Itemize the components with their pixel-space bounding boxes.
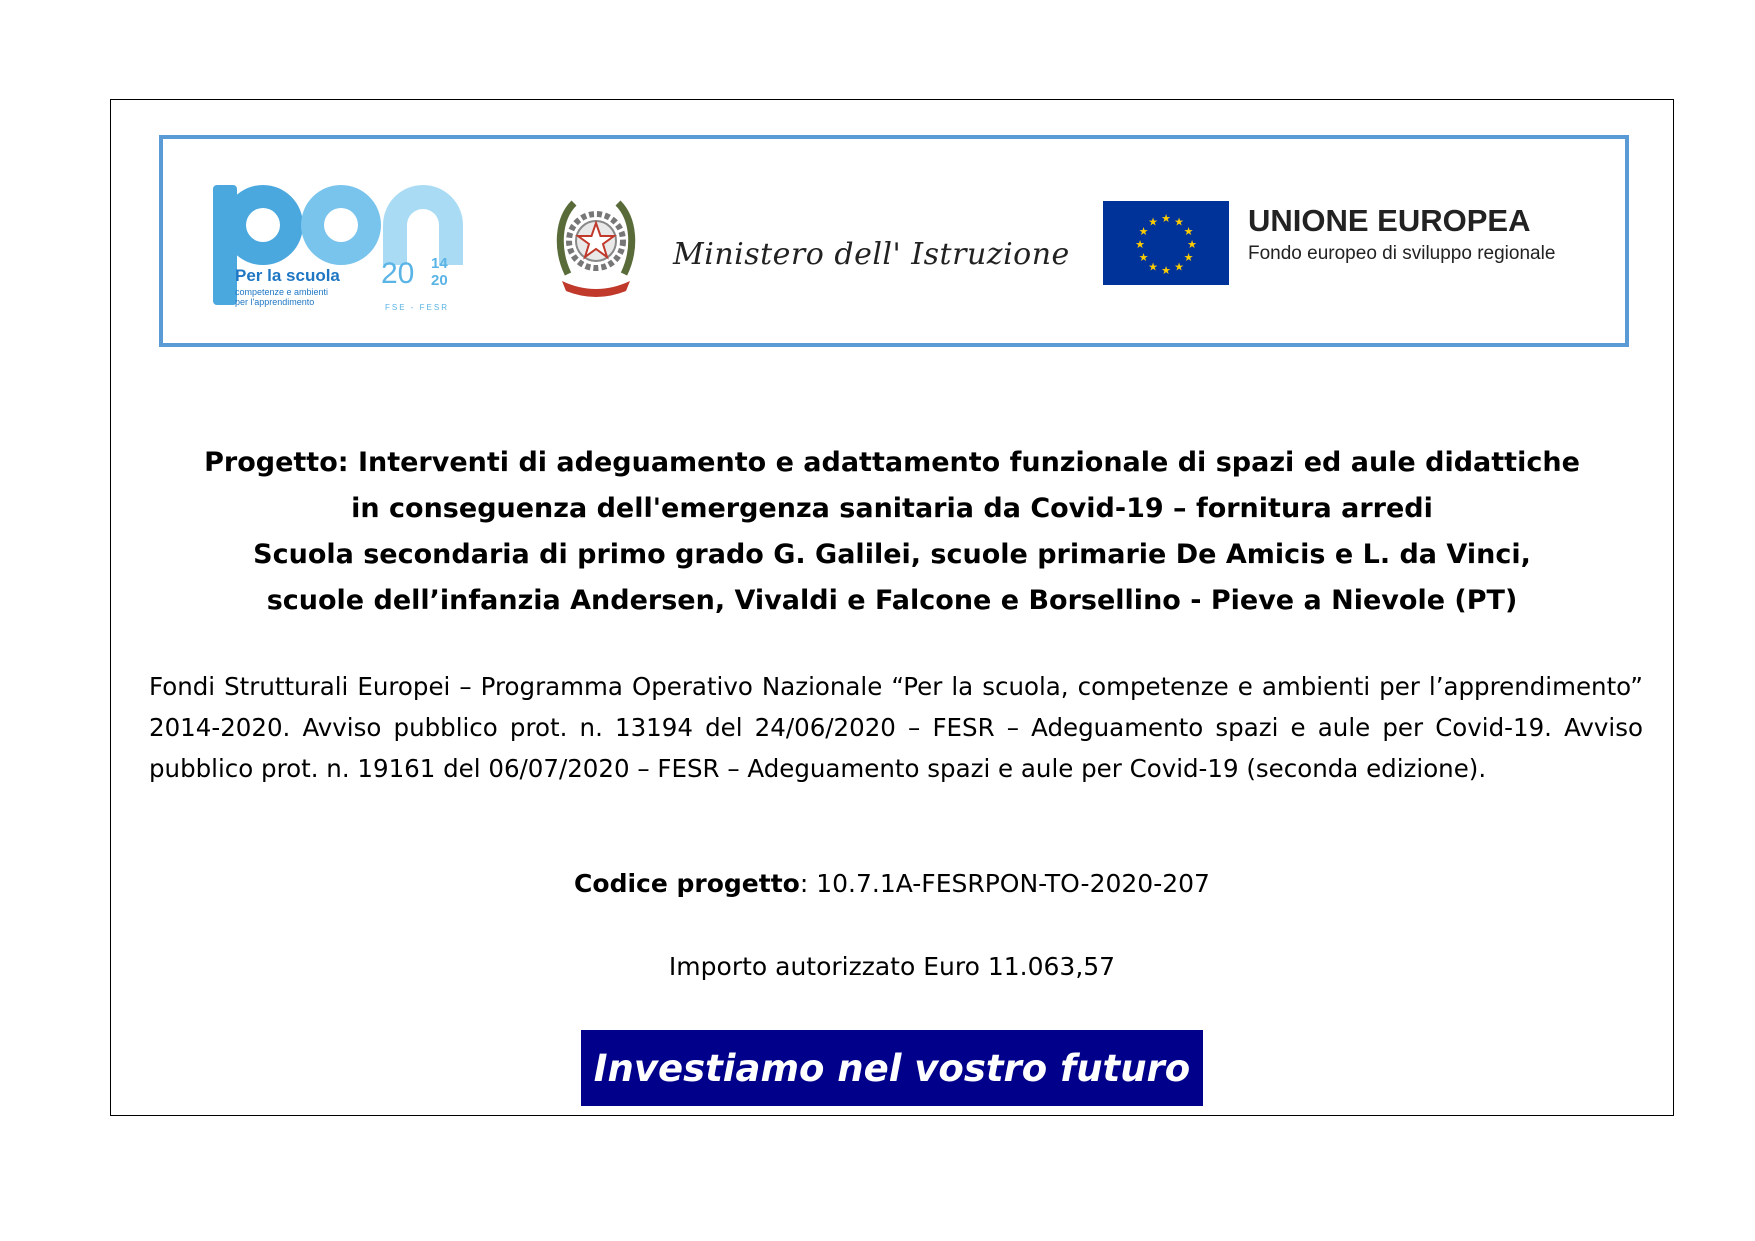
project-code-label: Codice progetto [574, 869, 800, 898]
svg-text:★: ★ [1138, 251, 1149, 264]
slogan-text: Investiamo nel vostro futuro [593, 1046, 1191, 1090]
svg-text:★: ★ [1161, 212, 1171, 225]
pon-year-range: 14 20 [431, 255, 448, 289]
svg-text:★: ★ [1183, 225, 1194, 238]
svg-text:★: ★ [1174, 215, 1184, 229]
eu-title: UNIONE EUROPEA [1248, 203, 1531, 238]
project-title-line: scuole dell’infanzia Andersen, Vivaldi e Falcone e Borsellino - Pieve a Nievole (PT) [266, 585, 1518, 616]
eu-subtitle: Fondo europeo di sviluppo regionale [1248, 243, 1556, 264]
funding-description: Fondi Strutturali Europei – Programma Operativo Nazionale “Per la scuola, competenze e ambienti per l’apprendimento” 2014-2020. Avviso pubblico prot. n. 13194 del 24/06/2020 – FESR – Adeguamento spazi e aule per Covid-19. Avviso pubblico prot. n. 19161 del 06/07/2020 – FESR – Adeguamento spazi e aule per Covid-19 (seconda edizione). [149, 672, 1643, 783]
svg-text:★: ★ [1183, 251, 1194, 264]
pon-fund-label: FSE - FESR [385, 303, 450, 312]
svg-text:★: ★ [1161, 264, 1171, 277]
svg-text:★: ★ [1135, 238, 1145, 251]
slogan-banner [581, 1030, 1203, 1106]
svg-text:★: ★ [1187, 238, 1197, 251]
project-title-line: Scuola secondaria di primo grado G. Galilei, scuole primarie De Amicis e L. da Vinci, [253, 539, 1531, 570]
logo-banner [159, 135, 1629, 347]
project-code-separator: : [799, 869, 817, 898]
pon-year-main: 20 [381, 257, 415, 290]
svg-text:★: ★ [1148, 215, 1158, 229]
repubblica-italiana-emblem-icon [556, 189, 636, 299]
svg-text:★: ★ [1174, 260, 1184, 274]
project-title-line: Progetto: Interventi di adeguamento e adattamento funzionale di spazi ed aule didattiche [204, 447, 1580, 478]
project-code [150, 869, 1634, 898]
project-title-line: in conseguenza dell'emergenza sanitaria da Covid-19 – fornitura arredi [351, 493, 1433, 524]
project-title [150, 440, 1634, 624]
eu-flag-icon [1103, 201, 1229, 285]
pon-title: Per la scuola [235, 266, 340, 285]
ministero-text: Ministero dell' Istruzione [673, 237, 1070, 272]
project-code-value: 10.7.1A-FESRPON-TO-2020-207 [816, 869, 1210, 898]
authorized-amount: Importo autorizzato Euro 11.063,57 [668, 952, 1116, 981]
svg-text:★: ★ [1148, 260, 1158, 274]
pon-subtitle: competenze e ambienti per l'apprendimento [235, 287, 329, 307]
svg-text:★: ★ [1138, 225, 1149, 238]
